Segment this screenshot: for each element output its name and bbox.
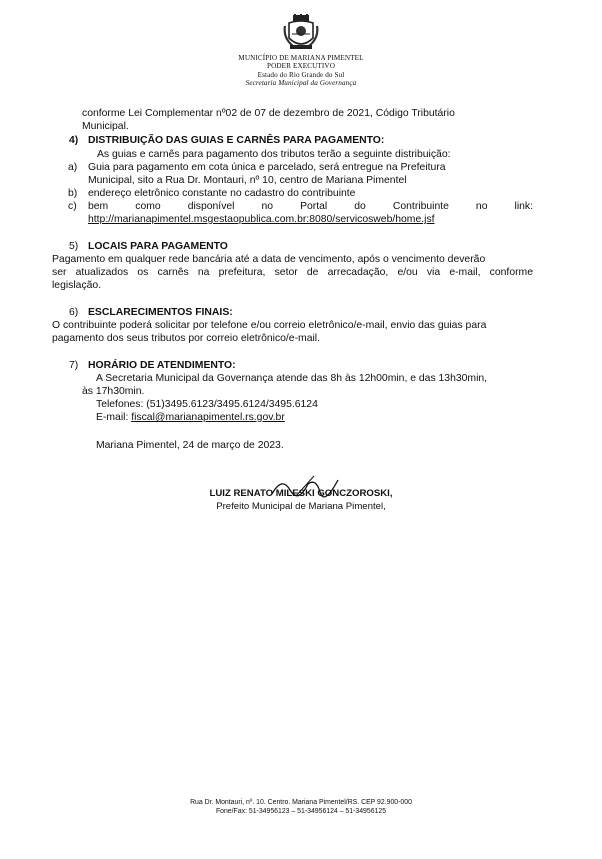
section-4-title: DISTRIBUIÇÃO DAS GUIAS E CARNÊS PARA PAGAMENTO: xyxy=(88,135,385,146)
footer-phones: Fone/Fax: 51-34956123 – 51-34956124 – 51-34956125 xyxy=(215,808,387,815)
contribuinte-portal-link[interactable]: http://marianapimentel.msgestaopublica.com.br:8080/servicosweb/home.jsf xyxy=(88,214,435,225)
section-7-line-2: às 17h30min. xyxy=(82,386,145,397)
list-item-marker: a) xyxy=(68,162,78,173)
section-5-line-2: ser atualizados os carnês na prefeitura, setor de arrecadação, e/ou via e-mail, conforme xyxy=(52,267,533,278)
municipal-coat-of-arms-icon xyxy=(283,14,319,52)
list-item-line: bem como disponível no Portal do Contribuinte no link: xyxy=(88,201,533,212)
section-5-line-1: Pagamento em qualquer rede bancária até a data de vencimento, após o vencimento deverão xyxy=(52,254,486,265)
section-6-line-1: O contribuinte poderá solicitar por telefone e/ou correio eletrônico/e-mail, envio das guias para xyxy=(52,320,487,331)
section-7-title: HORÁRIO DE ATENDIMENTO: xyxy=(88,360,236,371)
email-link[interactable]: fiscal@marianapimentel.rs.gov.br xyxy=(131,412,285,423)
section-6-title: ESCLARECIMENTOS FINAIS: xyxy=(88,307,233,318)
section-4-lead: As guias e carnês para pagamento dos tributos terão a seguinte distribuição: xyxy=(97,149,451,160)
list-item-marker: c) xyxy=(68,201,77,212)
letterhead xyxy=(0,14,602,88)
list-item-marker: b) xyxy=(68,188,78,199)
section-5-line-3: legislação. xyxy=(52,280,102,291)
intro-line-1: conforme Lei Complementar nº02 de 07 de dezembro de 2021, Código Tributário xyxy=(82,108,455,119)
footer xyxy=(0,798,602,816)
header-secretariat: Secretaria Municipal da Governança xyxy=(245,79,357,88)
intro-line-2: Municipal. xyxy=(82,121,129,132)
date-line: Mariana Pimentel, 24 de março de 2023. xyxy=(96,440,284,451)
section-5-number: 5) xyxy=(69,241,79,252)
footer-address: Rua Dr. Montauri, nº. 10. Centro. Mariana Pimentel/RS. CEP 92.900-000 xyxy=(190,799,412,806)
header-state: Estado do Rio Grande do Sul xyxy=(257,70,345,79)
section-7-email-row xyxy=(96,412,285,425)
list-item-line: endereço eletrônico constante no cadastro do contribuinte xyxy=(88,188,356,199)
section-4-number: 4) xyxy=(69,135,79,146)
signatory-name: LUIZ RENATO MILESKI GONCZOROSKI, xyxy=(209,488,393,499)
header-branch: PODER EXECUTIVO xyxy=(267,62,335,71)
section-6-number: 6) xyxy=(69,307,79,318)
email-label: E-mail: xyxy=(96,412,132,423)
list-item-line: Guia para pagamento em cota única e parcelado, será entregue na Prefeitura xyxy=(88,162,446,173)
header-municipality: MUNICÍPIO DE MARIANA PIMENTEL xyxy=(238,54,364,62)
section-5-title: LOCAIS PARA PAGAMENTO xyxy=(88,241,228,252)
section-7-line-1: A Secretaria Municipal da Governança atende das 8h às 12h00min, e das 13h30min, xyxy=(96,373,488,384)
list-item-line: Municipal, sito a Rua Dr. Montauri, nº 10, centro de Mariana Pimentel xyxy=(88,175,407,186)
section-6-line-2: pagamento dos seus tributos por correio eletrônico/e-mail. xyxy=(52,333,320,344)
section-7-number: 7) xyxy=(69,360,79,371)
signatory-title: Prefeito Municipal de Mariana Pimentel, xyxy=(216,501,386,512)
section-7-phones: Telefones: (51)3495.6123/3495.6124/3495.6124 xyxy=(96,399,318,410)
